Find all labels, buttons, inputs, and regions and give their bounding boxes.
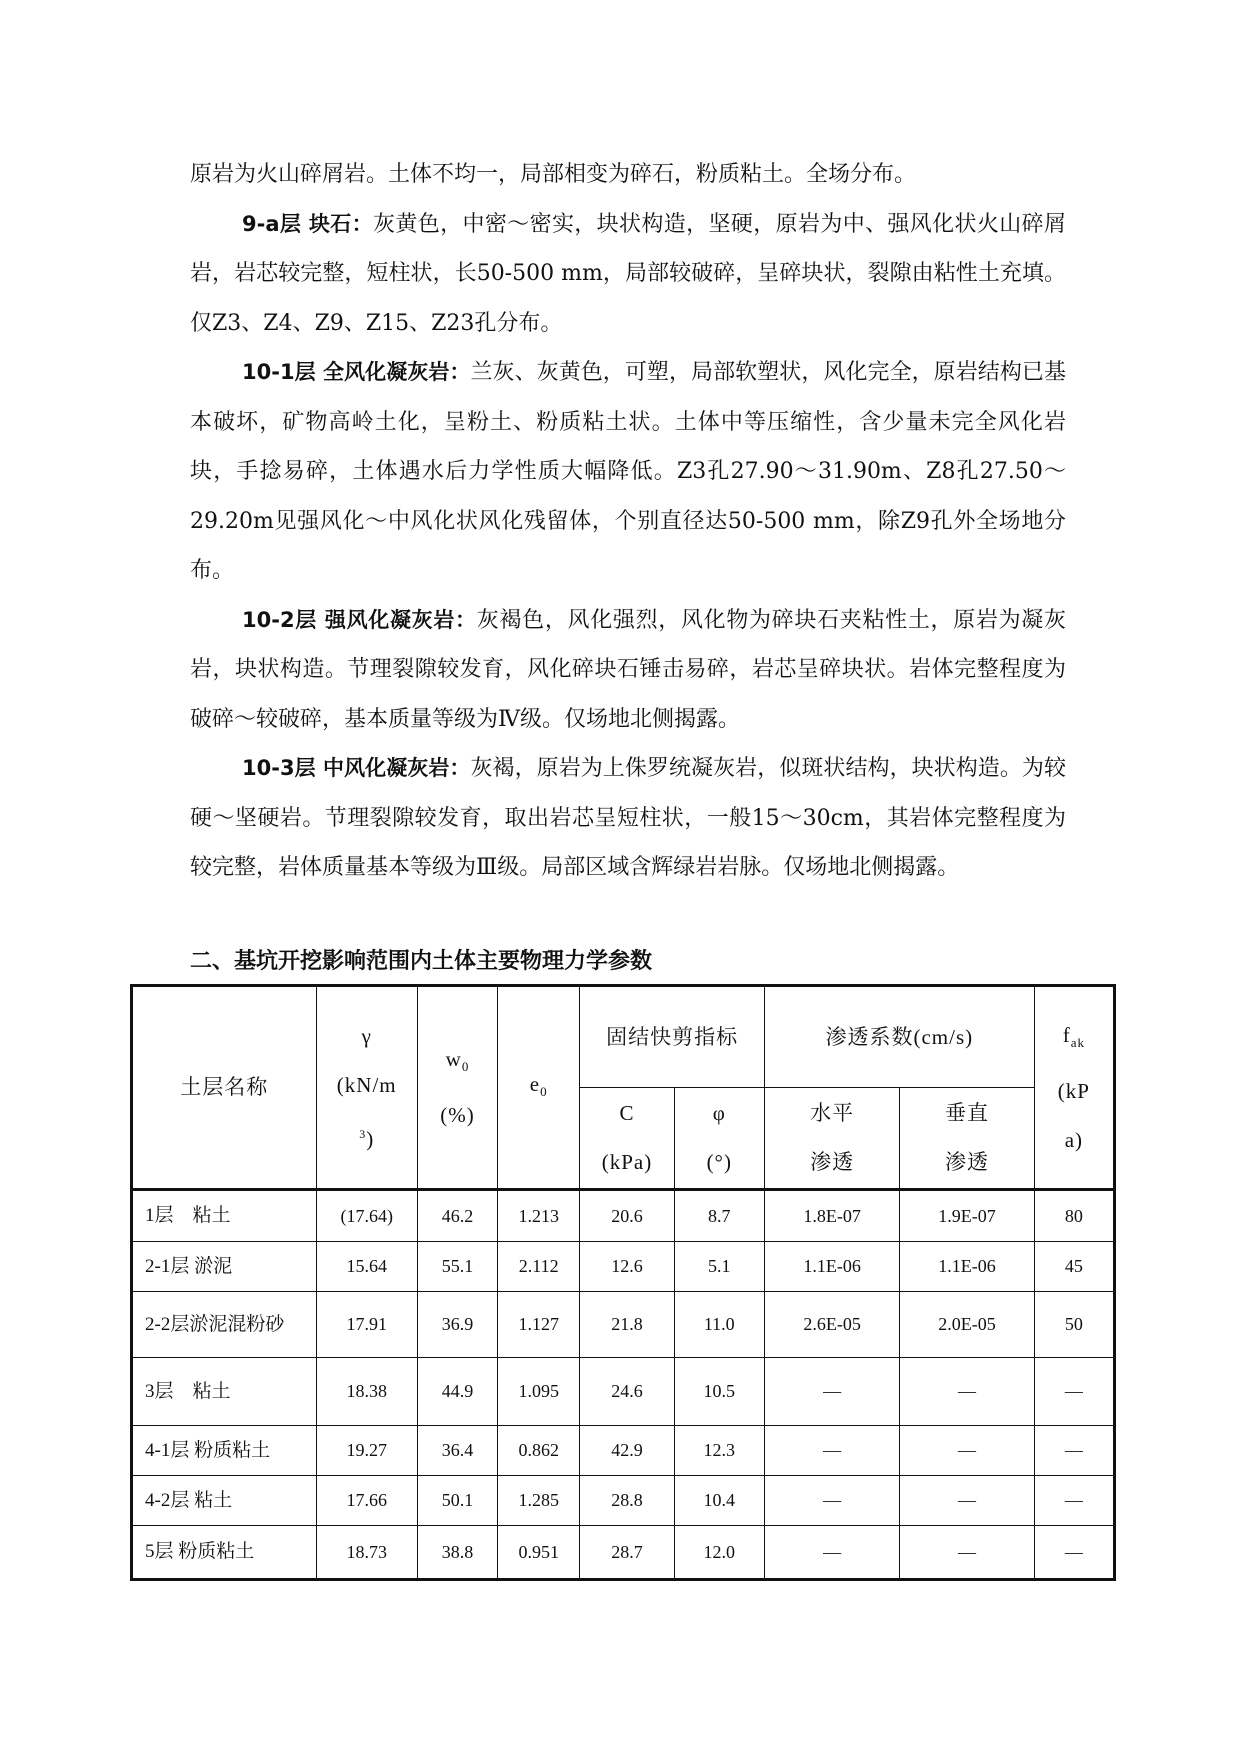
- paragraph-body: 灰褐色，风化强烈，风化物为碎块石夹粘性土，原岩为凝灰岩，块状构造。节理裂隙较发育，风化碎块石锤击易碎，岩芯呈碎块状。岩体完整程度为破碎～较破碎，基本质量等级为Ⅳ级。仅场地北侧揭露。: [190, 607, 1066, 732]
- cell-c: 28.7: [580, 1526, 674, 1580]
- paragraph-10-2: [190, 596, 1066, 745]
- header-unit-weight: [316, 986, 417, 1190]
- cell-w0: 36.9: [417, 1292, 497, 1358]
- paragraph-0: [190, 150, 1066, 200]
- cell-fak: 50: [1034, 1292, 1114, 1358]
- table-row: [132, 1242, 1115, 1292]
- header-permeability-group: 渗透系数(cm/s): [764, 986, 1034, 1088]
- cell-soil-name: 2-2层淤泥混粉砂: [132, 1292, 317, 1358]
- cell-kh: —: [764, 1526, 899, 1580]
- cell-soil-name: 4-1层 粉质粘土: [132, 1426, 317, 1476]
- cell-kh: 1.1E-06: [764, 1242, 899, 1292]
- header-void-ratio: $e_0$: [498, 986, 580, 1190]
- cell-fak: 80: [1034, 1190, 1114, 1242]
- paragraph-body: 灰褐，原岩为上侏罗统凝灰岩，似斑状结构，块状构造。为较硬～坚硬岩。节理裂隙较发育，取出岩芯呈短柱状，一般15～30cm，其岩体完整程度为较完整，岩体质量基本等级为Ⅲ级。局部区域含辉绿岩岩脉。仅场地北侧揭露。: [190, 756, 1066, 880]
- cell-gamma: 19.27: [316, 1426, 417, 1476]
- header-friction-angle: φ (°): [674, 1088, 764, 1190]
- cell-gamma: 18.73: [316, 1526, 417, 1580]
- cell-e0: 1.127: [498, 1292, 580, 1358]
- table-header-row: [132, 986, 1115, 1088]
- paragraph-10-3: [190, 744, 1066, 893]
- header-bearing-capacity: $f_{ak}$ (kPa): [1034, 986, 1114, 1190]
- header-vertical-permeability: 垂直渗透: [900, 1088, 1034, 1190]
- header-cohesion: C (kPa): [580, 1088, 674, 1190]
- cell-w0: 38.8: [417, 1526, 497, 1580]
- cell-c: 24.6: [580, 1358, 674, 1426]
- cell-phi: 10.5: [674, 1358, 764, 1426]
- gamma-unit-tail: $^3$): [359, 1126, 375, 1151]
- cell-kv: 1.9E-07: [900, 1190, 1034, 1242]
- cell-gamma: (17.64): [316, 1190, 417, 1242]
- header-horizontal-permeability: 水平渗透: [764, 1088, 899, 1190]
- cell-c: 42.9: [580, 1426, 674, 1476]
- table-row: [132, 1292, 1115, 1358]
- layer-heading: 9-a层 块石：: [242, 211, 374, 236]
- table-row: [132, 1426, 1115, 1476]
- cell-kv: —: [900, 1426, 1034, 1476]
- section-title: 二、基坑开挖影响范围内土体主要物理力学参数: [190, 949, 653, 974]
- cell-e0: 0.951: [498, 1526, 580, 1580]
- table-row: [132, 1190, 1115, 1242]
- cell-fak: —: [1034, 1426, 1114, 1476]
- cell-w0: 50.1: [417, 1476, 497, 1526]
- layer-heading: 10-2层 强风化凝灰岩：: [242, 607, 477, 632]
- cell-kh: —: [764, 1476, 899, 1526]
- cell-soil-name: 4-2层 粘土: [132, 1476, 317, 1526]
- cell-w0: 36.4: [417, 1426, 497, 1476]
- cell-w0: 46.2: [417, 1190, 497, 1242]
- cell-kv: 2.0E-05: [900, 1292, 1034, 1358]
- cell-kv: —: [900, 1526, 1034, 1580]
- paragraph-10-1: [190, 348, 1066, 596]
- cell-c: 12.6: [580, 1242, 674, 1292]
- cell-w0: 44.9: [417, 1358, 497, 1426]
- cell-kv: —: [900, 1476, 1034, 1526]
- cell-soil-name: 2-1层 淤泥: [132, 1242, 317, 1292]
- header-shear-group: 固结快剪指标: [580, 986, 765, 1088]
- cell-c: 20.6: [580, 1190, 674, 1242]
- cell-kh: —: [764, 1426, 899, 1476]
- cell-c: 21.8: [580, 1292, 674, 1358]
- gamma-symbol: γ: [361, 1023, 372, 1048]
- layer-heading: 10-3层 中风化凝灰岩：: [242, 756, 471, 780]
- body-text: [190, 150, 1066, 893]
- cell-e0: 1.213: [498, 1190, 580, 1242]
- paragraph-body: 灰黄色，中密～密实，块状构造，坚硬，原岩为中、强风化状火山碎屑岩，岩芯较完整，短柱状，长50-500 mm，局部较破碎，呈碎块状，裂隙由粘性土充填。仅Z3、Z4、Z9、Z15、Z23孔分布。: [190, 211, 1066, 336]
- cell-w0: 55.1: [417, 1242, 497, 1292]
- header-soil-name: 土层名称: [132, 986, 317, 1190]
- cell-fak: 45: [1034, 1242, 1114, 1292]
- cell-phi: 12.3: [674, 1426, 764, 1476]
- cell-gamma: 18.38: [316, 1358, 417, 1426]
- cell-phi: 10.4: [674, 1476, 764, 1526]
- gamma-unit: (kN/m: [336, 1072, 397, 1097]
- cell-e0: 0.862: [498, 1426, 580, 1476]
- cell-kv: —: [900, 1358, 1034, 1426]
- cell-soil-name: 5层 粉质粘土: [132, 1526, 317, 1580]
- cell-phi: 5.1: [674, 1242, 764, 1292]
- cell-phi: 11.0: [674, 1292, 764, 1358]
- layer-heading: 10-1层 全风化凝灰岩：: [242, 360, 471, 384]
- cell-fak: —: [1034, 1476, 1114, 1526]
- cell-kh: —: [764, 1358, 899, 1426]
- paragraph-body: 原岩为火山碎屑岩。土体不均一，局部相变为碎石，粉质粘土。全场分布。: [190, 162, 917, 187]
- paragraph-body: 兰灰、灰黄色，可塑，局部软塑状，风化完全，原岩结构已基本破坏，矿物高岭土化，呈粉土、粉质粘土状。土体中等压缩性，含少量未完全风化岩块，手捻易碎，土体遇水后力学性质大幅降低。Z3孔27.90～31.90m、Z8孔27.50～29.20m见强风化～中风化状风化残留体，个别直径达50-500 mm，除Z9孔外全场地分布。: [190, 360, 1066, 583]
- cell-soil-name: 1层 粘土: [132, 1190, 317, 1242]
- cell-gamma: 17.91: [316, 1292, 417, 1358]
- cell-c: 28.8: [580, 1476, 674, 1526]
- cell-gamma: 17.66: [316, 1476, 417, 1526]
- cell-kv: 1.1E-06: [900, 1242, 1034, 1292]
- cell-kh: 2.6E-05: [764, 1292, 899, 1358]
- cell-kh: 1.8E-07: [764, 1190, 899, 1242]
- table-row: [132, 1526, 1115, 1580]
- cell-phi: 8.7: [674, 1190, 764, 1242]
- cell-e0: 1.095: [498, 1358, 580, 1426]
- cell-fak: —: [1034, 1358, 1114, 1426]
- soil-parameter-table: [130, 984, 1116, 1581]
- paragraph-9a: [190, 200, 1066, 349]
- cell-e0: 2.112: [498, 1242, 580, 1292]
- table-row: [132, 1358, 1115, 1426]
- cell-soil-name: 3层 粘土: [132, 1358, 317, 1426]
- header-water-content: $w_0$ (%): [417, 986, 497, 1190]
- cell-phi: 12.0: [674, 1526, 764, 1580]
- cell-fak: —: [1034, 1526, 1114, 1580]
- cell-gamma: 15.64: [316, 1242, 417, 1292]
- table-row: [132, 1476, 1115, 1526]
- cell-e0: 1.285: [498, 1476, 580, 1526]
